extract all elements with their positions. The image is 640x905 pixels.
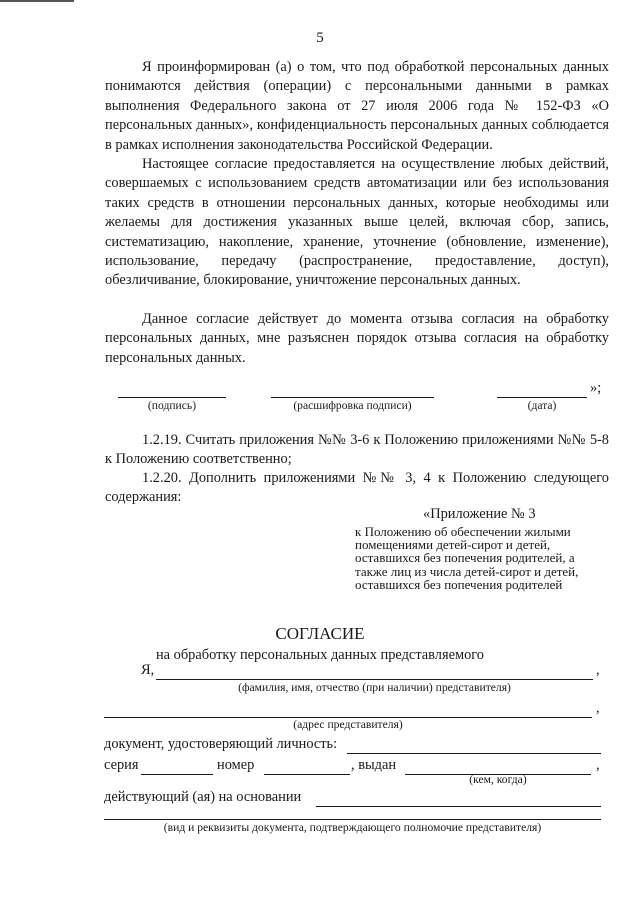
consent-subheading: на обработку персональных данных представляемого [155,647,485,663]
id-document-field[interactable] [347,736,601,754]
paragraph-personal-data-info: Я проинформирован (а) о том, что под обработкой персональных данных понимаются действия (операции) с персональными данными в рамках выполнения Федерального закона от 27 июля 2006 года № 152-ФЗ «О персональных данных», конфиденциальность персональных данных соблюдается в рамках исполнения законодательства Российской Федерации. [105,59,609,153]
authority-caption: (вид и реквизиты документа, подтверждающего полномочие представителя) [163,821,542,834]
appendix-title: «Приложение № 3 [423,506,536,522]
issued-label: , выдан [351,757,397,773]
signature-line [118,380,226,398]
closing-quote: »; [590,380,602,396]
representative-address-field[interactable] [104,700,592,718]
address-caption: (адрес представителя) [293,718,403,731]
date-line [497,380,587,398]
representative-name-field[interactable] [156,662,593,680]
address-comma: , [596,700,600,716]
date-caption: (дата) [527,399,557,412]
i-label: Я, [141,662,155,678]
page-number: 5 [316,30,324,46]
series-field[interactable] [141,757,213,775]
signature-decoding-caption: (расшифровка подписи) [293,399,412,412]
name-caption: (фамилия, имя, отчество (при наличии) представителя) [238,681,511,694]
issued-caption: (кем, когда) [469,773,527,786]
signature-row [0,380,640,416]
top-edge-line [0,0,74,2]
paragraph-consent-validity: Данное согласие действует до момента отзыва согласия на обработку персональных данных, мне разъяснен порядок отзыва согласия на обработку персональных данных. [105,311,609,366]
acting-basis-label: действующий (ая) на основании [104,789,302,805]
consent-heading: СОГЛАСИЕ [275,624,365,643]
issued-comma: , [596,757,600,773]
paragraph-1-2-20: 1.2.20. Дополнить приложениями №№ 3, 4 к Положению следующего содержания: [105,470,609,506]
authority-document-field[interactable] [104,802,601,820]
paragraph-1-2-19: 1.2.19. Считать приложения №№ 3-6 к Положению приложениями №№ 5-8 к Положению соответственно; [105,432,609,468]
number-field[interactable] [264,757,350,775]
id-document-label: документ, удостоверяющий личность: [104,736,338,752]
appendix-reference: к Положению об обеспечении жилыми помещениями детей-сирот и детей, оставшихся без попечения родителей, а также лиц из числа детей-сирот и детей, оставшихся без попечения родителей [355,524,579,592]
series-label: серия [104,757,139,773]
number-label: номер [217,757,255,773]
signature-caption: (подпись) [147,399,197,412]
paragraph-consent-scope: Настоящее согласие предоставляется на осуществление любых действий, совершаемых с использованием средств автоматизации или без использования таких средств в отношении персональных данных, которые необходимы или желаемы для достижения указанных выше целей, включая сбор, запись, систематизацию, накопление, хранение, уточнение (обновление, изменение), использование, передачу (распространение, предоставление, доступ), обезличивание, блокирование, уничтожение персональных данных. [105,156,609,289]
name-comma: , [596,662,600,678]
signature-decoding-line [271,380,434,398]
